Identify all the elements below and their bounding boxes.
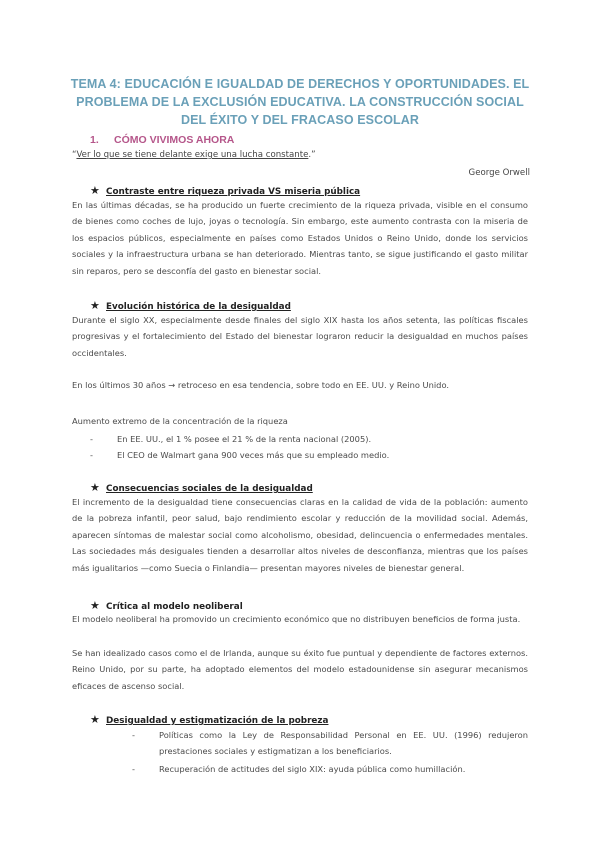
subheading-stigma [90,713,328,726]
subheading-consequences [90,481,313,494]
paragraph-contrast: En las últimas décadas, se ha producido un fuerte crecimiento de la riqueza privada, visible en el consumo de bienes como coches de lujo, joyas o tecnología. Sin embargo, este aumento contrasta con la miseria de los espacios públicos, especialmente en países como Estados Unidos o Reino Unido, donde los servicios sociales y la infraestructura urbana se han deteriorado. Mientras tanto, se sigue justificando el gasto militar sin reparos, pero se desconfía del gasto en bienestar social. [72,200,528,276]
subheading-text: Contraste entre riqueza privada VS miseria pública [106,187,361,197]
section-heading-1 [90,134,234,146]
star-icon: ★ [90,299,100,312]
subheading-text: Crítica al modelo neoliberal [106,602,243,612]
subheading-text: Desigualdad y estigmatización de la pobreza [106,716,329,726]
star-icon: ★ [90,481,100,494]
star-icon: ★ [90,184,100,197]
list-item-text: Recuperación de actitudes del siglo XIX: ayuda pública como humillación. [159,764,466,774]
list-item [90,431,530,447]
list-item [90,447,530,463]
quote-text: Ver lo que se tiene delante exige una lucha constante [76,150,309,160]
list-item [132,727,528,761]
paragraph-critique-2: Se han idealizado casos como el de Irlanda, aunque su éxito fue puntual y dependiente de factores externos. Reino Unido, por su parte, ha adoptado elementos del modelo estadounidense sin asegurar mecanismos eficaces de ascenso social. [72,648,528,691]
document-title: TEMA 4: EDUCACIÓN E IGUALDAD DE DERECHOS Y OPORTUNIDADES. EL PROBLEMA DE LA EXCLUSIÓN EDUCATIVA. LA CONSTRUCCIÓN SOCIAL DEL ÉXITO Y DEL FRACASO ESCOLAR [70,77,530,127]
list-item-text: En EE. UU., el 1 % posee el 21 % de la renta nacional (2005). [117,434,372,444]
subheading-text: Evolución histórica de la desigualdad [106,302,291,312]
dash-icon: - [132,730,135,740]
line-retroceso: En los últimos 30 años → retroceso en esa tendencia, sobre todo en EE. UU. y Reino Unido. [72,380,450,390]
quote-author: George Orwell [468,168,530,178]
quote-open: “ [72,150,77,160]
section-number: 1. [90,134,99,146]
dash-icon: - [132,764,135,774]
list-item-text: Políticas como la Ley de Responsabilidad Personal en EE. UU. (1996) redujeron prestaciones sociales y estigmatizan a los beneficiarios. [159,730,528,757]
paragraph-consequences: El incremento de la desigualdad tiene consecuencias claras en la calidad de vida de la población: aumento de la pobreza infantil, peor salud, bajo rendimiento escolar y reducción de la movilidad social. Además, aparecen síntomas de malestar social como alcoholismo, obesidad, delincuencia o enfermedades mentales. Las sociedades más desiguales tienden a desarrollar altos niveles de desconfianza, mientras que los países más igualitarios —como Suecia o Finlandia— presentan mayores niveles de bienestar general. [72,497,528,573]
dash-icon: - [90,434,93,444]
paragraph-critique-1: El modelo neoliberal ha promovido un crecimiento económico que no distribuyen beneficios de forma justa. [72,614,521,624]
subheading-contrast [90,184,360,197]
star-icon: ★ [90,713,100,726]
list-item-text: El CEO de Walmart gana 900 veces más que su empleado medio. [117,450,390,460]
quote-close: .” [308,150,316,160]
subheading-evolution [90,299,291,312]
subheading-text: Consecuencias sociales de la desigualdad [106,484,313,494]
paragraph-evolution: Durante el siglo XX, especialmente desde finales del siglo XIX hasta los años setenta, las políticas fiscales progresivas y el fortalecimiento del Estado del bienestar lograron reducir la desigualdad en muchos países occidentales. [72,315,528,358]
section-label: CÓMO VIVIMOS AHORA [114,134,235,146]
list-item [132,761,528,777]
dash-icon: - [90,450,93,460]
star-icon: ★ [90,599,100,612]
line-concentracion: Aumento extremo de la concentración de la riqueza [72,416,288,426]
quote [72,150,316,160]
